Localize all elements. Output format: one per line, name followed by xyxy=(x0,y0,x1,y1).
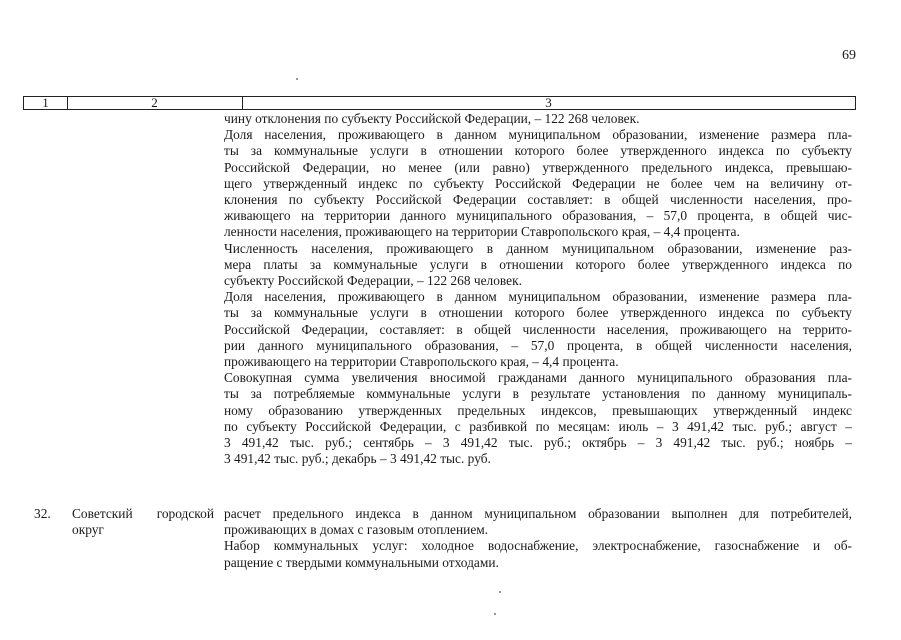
text-line: ращение с твердыми коммунальными отходами. xyxy=(224,554,499,570)
municipality-name-line-1: Советский городской xyxy=(72,506,214,521)
municipality-name xyxy=(72,506,214,538)
scan-speck xyxy=(296,78,298,80)
text-line: 3 491,42 тыс. руб.; сентябрь – 3 491,42 тыс. руб.; октябрь – 3 491,42 тыс. руб.; ноябрь – xyxy=(224,435,852,451)
text-line: проживающего на территории Ставропольского края, – 4,4 процента. xyxy=(224,354,619,370)
text-line: Российской Федерации, составляет: в общей численности населения, проживающего на террито- xyxy=(224,321,852,337)
header-col-3: 3 xyxy=(545,95,552,110)
text-line: живающего на территории данного муниципального образования, – 57,0 процента, в общей чис- xyxy=(224,208,852,224)
text-line: ленности населения, проживающего на территории Ставропольского края, – 4,4 процента. xyxy=(224,224,740,240)
text-line: по субъекту Российской Федерации, с разбивкой по месяцам: июль – 3 491,42 тыс. руб.; август – xyxy=(224,418,852,434)
row-number: 32. xyxy=(34,506,51,521)
header-col-2: 2 xyxy=(67,97,243,109)
text-line: проживающих в домах с газовым отоплением. xyxy=(224,522,489,538)
previous-row-continuation xyxy=(224,111,852,467)
text-line: ты за потребляемые коммунальные услуги в результате установления по данному муниципаль- xyxy=(224,386,852,402)
text-line: ты за коммунальные услуги в отношении которого более утвержденного индекса по субъекту xyxy=(224,143,852,159)
text-line: мера платы за коммунальные услуги в отношении которого более утвержденного индекса по xyxy=(224,256,852,272)
text-line: щего утвержденный индекс по субъекту Российской Федерации не более чем на величину от- xyxy=(224,175,852,191)
text-line: Доля населения, проживающего в данном муниципальном образовании, изменение размера пла- xyxy=(224,127,852,143)
text-line: ты за коммунальные услуги в отношении которого более утвержденного индекса по субъекту xyxy=(224,305,852,321)
municipality-name-line-2: округ xyxy=(72,522,104,538)
text-line: Совокупная сумма увеличения вносимой гражданами данного муниципального образования пла- xyxy=(224,370,852,386)
row-32-description xyxy=(224,506,852,571)
text-line: ному образованию утвержденных предельных индексов, превышающих утвержденный индекс xyxy=(224,402,852,418)
text-line: чину отклонения по субъекту Российской Федерации, – 122 268 человек. xyxy=(224,111,640,126)
text-line: рии данного муниципального образования, – 57,0 процента, в общей численности населения, xyxy=(224,337,852,353)
page-number: 69 xyxy=(842,48,856,63)
text-line: клонения по субъекту Российской Федерации составляет: в общей численности населения, про- xyxy=(224,192,852,208)
text-line: Доля населения, проживающего в данном муниципальном образовании, изменение размера пла- xyxy=(224,289,852,305)
text-line: расчет предельного индекса в данном муниципальном образовании выполнен для потребителей, xyxy=(224,506,852,521)
text-line: Российской Федерации, но менее (или равно) утвержденного предельного индекса, превышаю- xyxy=(224,159,852,175)
scan-speck xyxy=(499,591,501,593)
text-line: 3 491,42 тыс. руб.; декабрь – 3 491,42 тыс. руб. xyxy=(224,451,491,467)
header-col-1: 1 xyxy=(24,97,68,109)
text-line: Набор коммунальных услуг: холодное водоснабжение, электроснабжение, газоснабжение и об- xyxy=(224,538,852,554)
scan-speck xyxy=(494,613,496,615)
text-line: субъекту Российской Федерации, – 122 268 человек. xyxy=(224,273,522,289)
table-header-row xyxy=(23,96,856,110)
text-line: Численность населения, проживающего в данном муниципальном образовании, изменение раз- xyxy=(224,240,852,256)
